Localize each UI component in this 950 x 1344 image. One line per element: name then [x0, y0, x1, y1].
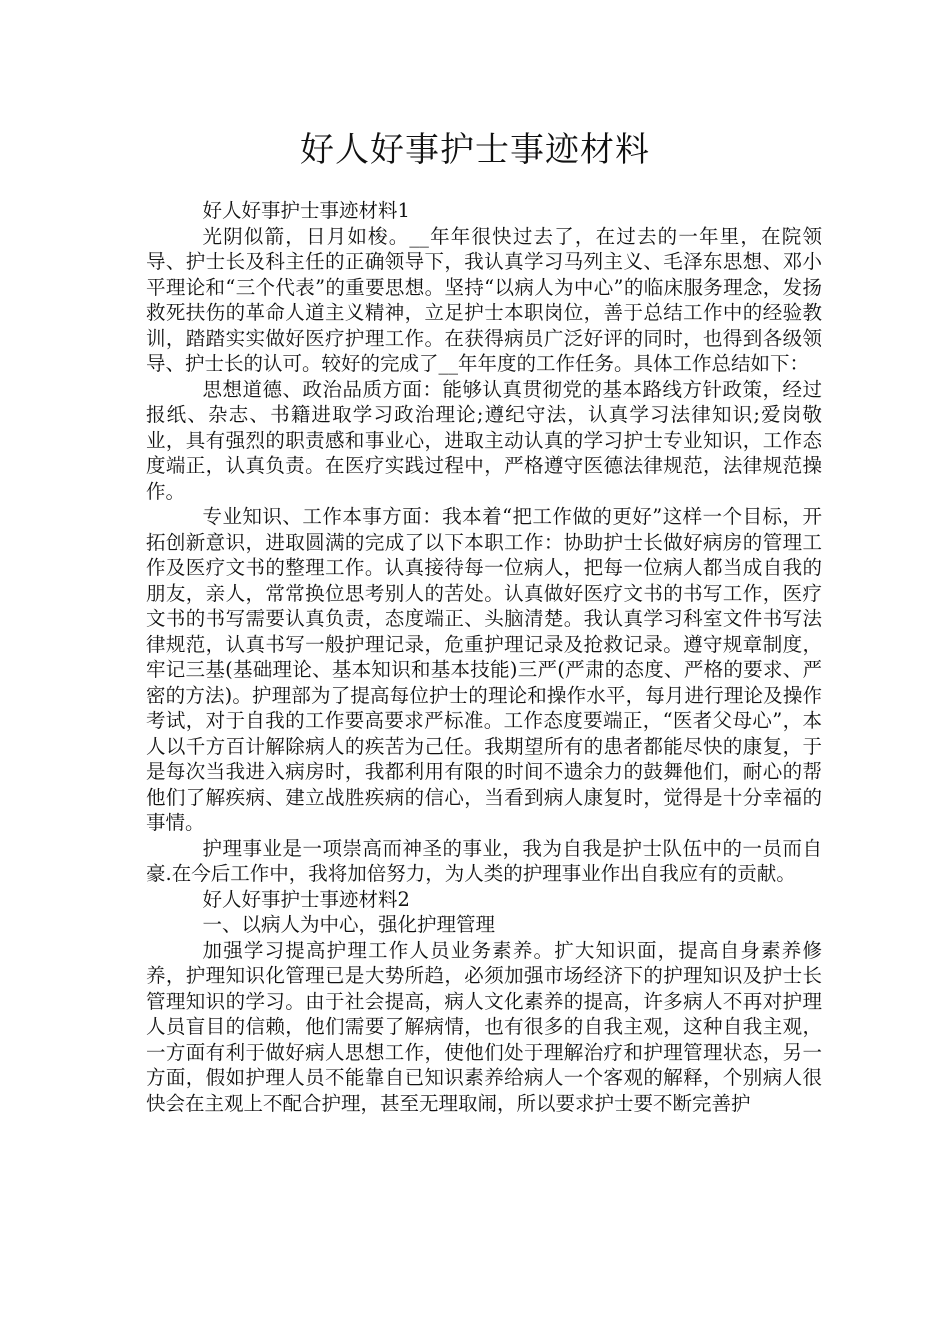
paragraph-section-heading-1: 好人好事护士事迹材料1	[202, 199, 410, 222]
paragraph-intro: 光阴似箭，日月如梭。__年年很快过去了，在过去的一年里，在院领导、护士长及科主任的正确领导下，我认真学习马列主义、毛泽东思想、邓小平理论和“三个代表”的重要思想。坚持“以病人为中心”的临床服务理念，发扬救死扶伤的革命人道主义精神，立足护士本职岗位，善于总结工作中的经验教训，踏踏实实做好医疗护理工作。在获得病员广泛好评的同时，也得到各级领导、护士长的认可。较好的完成了__年年度的工作任务。具体工作总结如下：	[146, 224, 822, 375]
paragraph-conclusion: 护理事业是一项崇高而神圣的事业，我为自我是护士队伍中的一员而自豪.在今后工作中，我将加倍努力，为人类的护理事业作出自我应有的贡献。	[146, 836, 822, 885]
document-title: 好人好事护士事迹材料	[300, 130, 650, 170]
paragraph-learning: 加强学习提高护理工作人员业务素养。扩大知识面，提高自身素养修养，护理知识化管理已是大势所趋，必须加强市场经济下的护理知识及护士长管理知识的学习。由于社会提高，病人文化素养的提高，许多病人不再对护理人员盲目的信赖，他们需要了解病情，也有很多的自我主观，这种自我主观，一方面有利于做好病人思想工作，使他们处于理解治疗和护理管理状态，另一方面，假如护理人员不能靠自已知识素养给病人一个客观的解释，个别病人很快会在主观上不配合护理，甚至无理取闹，所以要求护士要不断完善护	[146, 938, 822, 1115]
paragraph-section-heading-2: 好人好事护士事迹材料2	[202, 887, 410, 911]
paragraph-professional-skills: 专业知识、工作本事方面：我本着“把工作做的更好”这样一个目标，开拓创新意识，进取圆满的完成了以下本职工作：协助护士长做好病房的管理工作及医疗文书的整理工作。认真接待每一位病人，把每一位病人都当成自我的朋友，亲人，常常换位思考别人的苦处。认真做好医疗文书的书写工作，医疗文书的书写需要认真负责，态度端正、头脑清楚。我认真学习科室文件书写法律规范，认真书写一般护理记录，危重护理记录及抢救记录。遵守规章制度，牢记三基(基础理论、基本知识和基本技能)三严(严肃的态度、严格的要求、严密的方法)。护理部为了提高每位护士的理论和操作水平，每月进行理论及操作考试，对于自我的工作要高要求严标准。工作态度要端正，“医者父母心”，本人以千方百计解除病人的疾苦为己任。我期望所有的患者都能尽快的康复，于是每次当我进入病房时，我都利用有限的时间不遗余力的鼓舞他们，耐心的帮他们了解疾病、建立战胜疾病的信心，当看到病人康复时，觉得是十分幸福的事情。	[146, 505, 822, 834]
paragraph-subheading: 一、以病人为中心，强化护理管理	[202, 913, 496, 936]
document-body	[146, 198, 822, 1116]
paragraph-ideology: 思想道德、政治品质方面：能够认真贯彻党的基本路线方针政策，经过报纸、杂志、书籍进取学习政治理论;遵纪守法，认真学习法律知识;爱岗敬业，具有强烈的职责感和事业心，进取主动认真的学习护士专业知识，工作态度端正，认真负责。在医疗实践过程中，严格遵守医德法律规范，法律规范操作。	[146, 377, 822, 503]
